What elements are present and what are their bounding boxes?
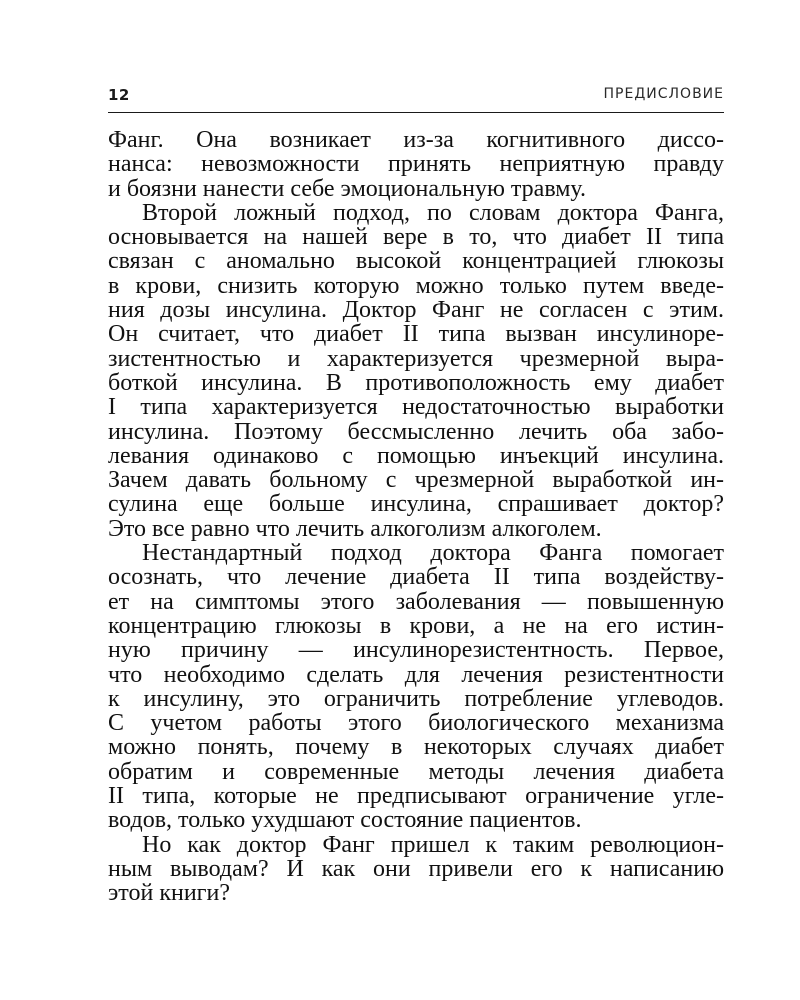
- text-line: Второй ложный подход, по словам доктора Фанга,: [142, 200, 724, 226]
- text-line: Фанг. Она возникает из-за когнитивного диссо-: [108, 128, 724, 153]
- text-line: ным выводам? И как они привели его к написанию: [108, 856, 724, 882]
- text-line: боткой инсулина. В противоположность ему диабет: [108, 370, 724, 396]
- text-line: ния дозы инсулина. Доктор Фанг не согласен с этим.: [108, 298, 724, 323]
- text-line: что необходимо сделать для лечения резистентности: [108, 662, 724, 687]
- text-line: ет на симптомы этого заболевания — повышенную: [108, 589, 724, 614]
- text-line: Нестандартный подход доктора Фанга помогает: [142, 541, 724, 566]
- text-line: в крови, снизить которую можно только путем введе-: [108, 273, 724, 299]
- text-line: нанса: невозможности принять неприятную правду: [108, 152, 724, 177]
- text-line: осознать, что лечение диабета II типа воздейству-: [108, 565, 724, 590]
- section-title: ПРЕДИСЛОВИЕ: [603, 86, 724, 102]
- text-line: связан с аномально высокой концентрацией глюкозы: [108, 249, 724, 274]
- text-line: II типа, которые не предписывают ограничение угле-: [108, 784, 724, 809]
- body-text: [108, 128, 724, 906]
- text-line: инсулина. Поэтому бессмысленно лечить оба забо-: [108, 419, 724, 444]
- text-line: С учетом работы этого биологического механизма: [108, 711, 724, 736]
- text-line: этой книги?: [108, 881, 231, 906]
- text-line: и боязни нанести себе эмоциональную травму.: [108, 176, 587, 201]
- text-line: Он считает, что диабет II типа вызван инсулиноре-: [108, 322, 724, 347]
- page-number: 12: [108, 86, 130, 104]
- running-head: [108, 86, 724, 113]
- text-line: к инсулину, это ограничить потребление углеводов.: [108, 686, 724, 712]
- text-line: концентрацию глюкозы в крови, а не на его истин-: [108, 613, 724, 639]
- text-line: Зачем давать больному с чрезмерной выработкой ин-: [108, 468, 724, 493]
- text-line: можно понять, почему в некоторых случаях диабет: [108, 735, 724, 760]
- text-line: водов, только ухудшают состояние пациентов.: [108, 808, 582, 833]
- text-line: I типа характеризуется недостаточностью выработки: [108, 395, 724, 420]
- text-line: основывается на нашей вере в то, что диабет II типа: [108, 225, 724, 250]
- text-line: зистентностью и характеризуется чрезмерной выра-: [108, 346, 724, 371]
- text-line: Но как доктор Фанг пришел к таким революцион-: [142, 832, 724, 857]
- text-line: левания одинаково с помощью инъекций инсулина.: [108, 443, 724, 469]
- text-line: ную причину — инсулинорезистентность. Первое,: [108, 638, 724, 663]
- text-line: обратим и современные методы лечения диабета: [108, 759, 724, 785]
- text-line: сулина еще больше инсулина, спрашивает доктор?: [108, 492, 724, 517]
- text-line: Это все равно что лечить алкоголизм алкоголем.: [108, 516, 602, 542]
